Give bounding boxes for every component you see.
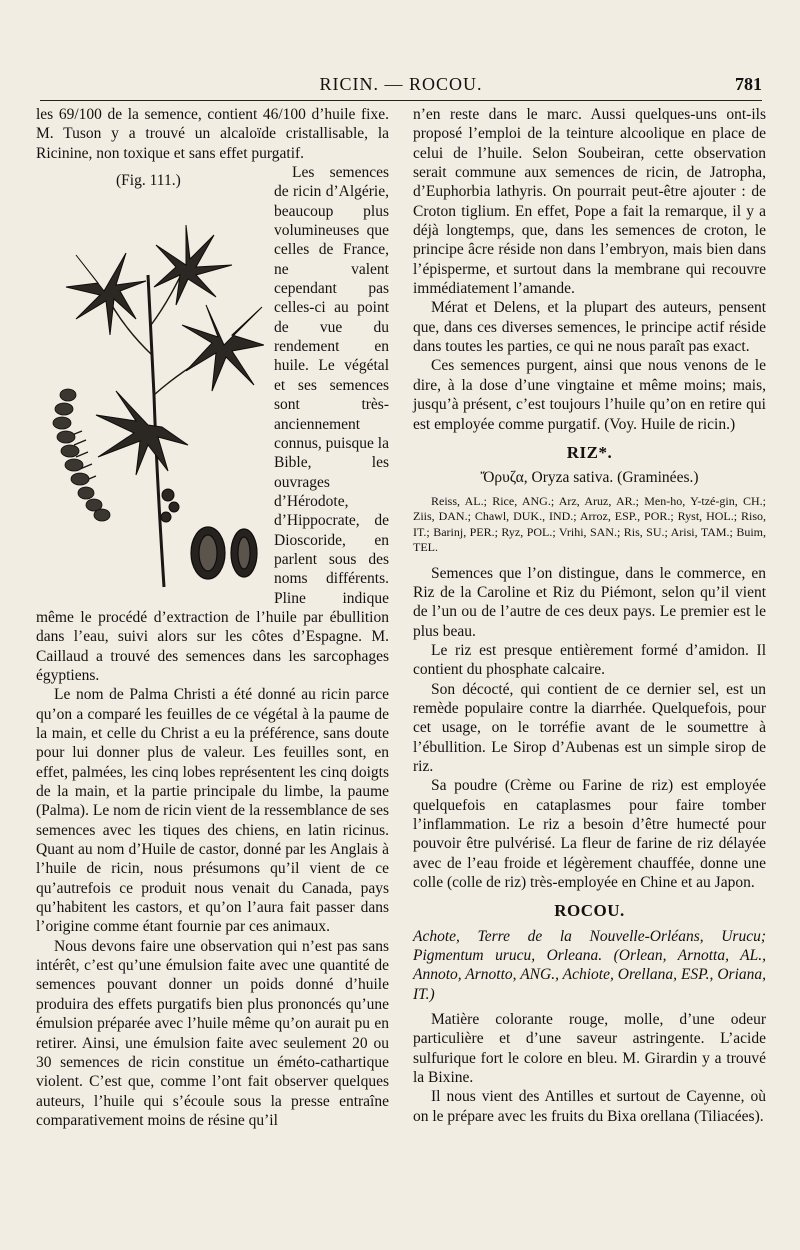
paragraph: n’en reste dans le marc. Aussi quelques-uns ont-ils proposé l’emploi de la teinture alcoolique en place de celui de l’huile. Selon Soubeiran, cette observation serait commune aux semences de ricin, de Jatropha, d’Euphorbia lathyris. On pourrait peut-être ajouter : de Croton tiglium. En effet, Pope a fait la remarque, il y a déjà longtemps, que, dans les semences de croton, le principe âcre réside non dans l’embryon, mais bien dans l’épisperme, et surtout dans la membrane qui recouvre immédiatement l’amande. <box>413 106 766 298</box>
figure-caption: (Fig. 111.) <box>116 172 181 190</box>
paragraph: Matière colorante rouge, molle, d’une odeur particulière et d’une saveur astringente. L’acide sulfurique fort le colore en bleu. M. Girardin y a trouvé la Bixine. <box>413 1011 766 1087</box>
page-number: 781 <box>735 74 762 94</box>
header-rule <box>40 100 762 101</box>
paragraph: Le nom de Palma Christi a été donné au ricin parce qu’on a comparé les feuilles de ce végétal à la paume de la main, et celle du Christ a eu la préférence, sans doute pour lui donner plus de valeur. Les feuilles sont, en effet, palmées, les cinq lobes représentent les cinq doigts de la main, et la partie principale du limbe, la paume (Palma). Le nom de ricin vient de la ressemblance de ses semences avec les tiques des chiens, en latin ricinus. Quant au nom d’Huile de castor, donné par les Anglais à l’huile de ricin, nous présumons qu’il vient de ce qu’autrefois ce produit nous venait du Canada, pays qu’habitent les castors, et qu’on l’aura fait passer dans l’origine comme étant fournie par ces animaux. <box>36 686 389 936</box>
paragraph: Les semences de ricin d’Algérie, beaucoup plus volumineuses que celles de France, ne valent cependant pas celles-ci au point de vue du rendement en huile. Le végétal et ses semences sont très-anciennement connus, puisque la Bible, les ouvrages d’Hérodote, d’Hippocrate, de Dioscoride, en parlent sous des noms différents. Pline indique même le procédé d’extraction de l’huile par ébullition dans l’eau, suivi alors sur les côtes d’Espagne. M. Caillaud a trouvé des semences dans les sarcophages égyptiens. <box>36 164 389 684</box>
paragraph: Son décocté, qui contient de ce dernier sel, est un remède populaire contre la diarrhée. Quelquefois, pour cet usage, on le torréfie avant de le soumettre à l’ébullition. Le Sirop d’Aubenas est un simple sirop de riz. <box>413 680 766 775</box>
paragraph: Nous devons faire une observation qui n’est pas sans intérêt, c’est qu’une émulsion faite avec une quantité de semences pouvant donner un poids donné d’huile produira des effets purgatifs bien plus prononcés qu’une émulsion préparée avec l’huile même qu’on aurait pu en retirer. Ainsi, une émulsion faite avec seulement 20 ou 30 semences de ricin constitue un éméto-cathartique violent. C’est que, comme l’ont fait observer quelques auteurs, l’huile qui s’écoule sous la presse entraîne comparativement moins de résine qu’il <box>36 937 389 1129</box>
synonyms-riz: Reiss, AL.; Rice, ANG.; Arz, Aruz, AR.; Men-ho, Y-tzé-gin, CH.; Ziis, DAN.; Chawl, DUK., IND.; Arroz, ESP., POR.; Ryst, HOL.; Riso, IT.; Barinj, PER.; Ryz, POL.; Vrihi, SAN.; Ris, SU.; Arisi, TAM.; Buim, TEL. <box>413 493 766 555</box>
section-heading-rocou: ROCOU. <box>554 901 625 921</box>
synonyms-rocou: Achote, Terre de la Nouvelle-Orléans, Urucu; Pigmentum urucu, Orleana. (Orlean, Arnotta, AL., Annoto, Arnotto, ANG., Achiote, Orellana, ESP., Oriana, IT.) <box>413 927 766 1003</box>
paragraph: Semences que l’on distingue, dans le commerce, en Riz de la Caroline et Riz du Piémont, selon qu’il vient de l’un ou de l’autre de ces deux pays. Le premier est le plus beau. <box>413 564 766 640</box>
paragraph: Ces semences purgent, ainsi que nous venons de le dire, à la dose d’une vingtaine et même moins; mais, jusqu’à présent, c’est toujours l’huile qu’on en retire qui est employée comme purgatif. (Voy. Huile de ricin.) <box>413 357 766 433</box>
paragraph: Il nous vient des Antilles et surtout de Cayenne, où on le prépare avec les fruits du Bixa orellana (Tiliacées). <box>413 1088 766 1125</box>
left-column <box>36 105 389 1205</box>
ricinus-figure <box>36 169 268 594</box>
paragraph: les 69/100 de la semence, contient 46/100 d’huile fixe. M. Tuson y a trouvé un alcaloïde cristallisable, la Ricinine, non toxique et sans effet purgatif. <box>36 106 389 162</box>
section-subtitle-riz: Ὄρυζα, Oryza sativa. (Graminées.) <box>480 469 699 487</box>
running-head <box>40 74 762 100</box>
running-title: RICIN. — ROCOU. <box>319 74 483 94</box>
paragraph: Mérat et Delens, et la plupart des auteurs, pensent que, dans ces diverses semences, le principe actif réside dans toutes les parties, ce qui ne nous paraît pas exact. <box>413 299 766 356</box>
section-heading-riz: RIZ*. <box>566 442 613 462</box>
paragraph: Sa poudre (Crème ou Farine de riz) est employée quelquefois en cataplasmes pour faire tomber l’inflammation. Le riz a besoin d’être humecté pour pouvoir être pulvérisé. La fleur de farine de riz délayée avec de l’eau froide et légèrement chauffée, donne une colle (colle de riz) très-employée en Chine et au Japon. <box>413 777 766 892</box>
right-column <box>413 105 766 1205</box>
castor-plant-illustration <box>36 195 264 590</box>
paragraph: Le riz est presque entièrement formé d’amidon. Il contient du phosphate calcaire. <box>413 641 766 679</box>
